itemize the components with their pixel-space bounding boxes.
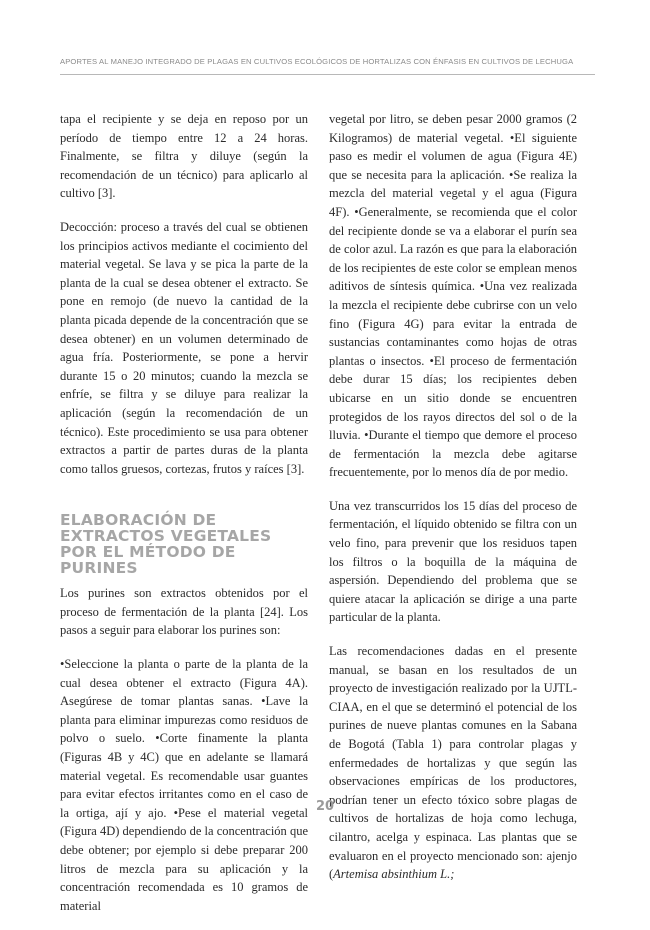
- species-name: Artemisa absinthium L.;: [333, 867, 455, 882]
- header-divider: [60, 74, 595, 75]
- paragraph-infusion-end: tapa el recipiente y se deja en reposo por un período de tiempo entre 12 a 24 horas. Finalmente, se filtra y diluye (según la recomendación de un técnico) para aplicarlo al cultivo [3].: [60, 112, 308, 201]
- running-header: APORTES AL MANEJO INTEGRADO DE PLAGAS EN CULTIVOS ECOLÓGICOS DE HORTALIZAS CON ÉNFASIS EN CULTIVOS DE LECHUGA: [60, 57, 574, 66]
- section-title: ELABORACIÓN DE EXTRACTOS VEGETALES POR EL MÉTODO DE PURINES: [60, 511, 272, 578]
- paragraph-steps-continued: vegetal por litro, se deben pesar 2000 gramos (2 Kilogramos) de material vegetal. •El siguiente paso es medir el volumen de agua (Figura 4E) que se necesita para la aplicación. •Se realiza la mezcla del material vegetal y el agua (Figura 4F). •Generalmente, se recomienda que el color del recipiente donde se va a elaborar el purín sea de color azul. La razón es que para la elaboración de los recipientes de este color se emplean menos aditivos de síntesis química. •Una vez realizada la mezcla el recipiente debe cubrirse con un velo fino (Figura 4G) para evitar la entrada de sustancias contaminantes como hojas de otras plantas o insectos. •El proceso de fermentación debe durar 15 días; los recipientes deben ubicarse en un sitio donde se encuentren protegidos de los rayos directos del sol o de la lluvia. •Durante el tiempo que demore el proceso de fermentación la mezcla debe agitarse frecuentemente, por lo menos día de por medio.: [329, 112, 577, 480]
- paragraph-decoction: Decocción: proceso a través del cual se obtienen los principios activos mediante el cocimiento del material vegetal. Se lava y se pica la parte de la planta de la cual se desea obtener el extracto. Se pone en remojo (de nuevo la cantidad de la planta picada depende de la concentración que se desea obtener) en un volumen determinado de agua fría. Posteriormente, se pone a hervir durante 15 o 20 minutos; cuando la mezcla se enfríe, se filtra y se diluye para realizar la aplicación (según la recomendación de un técnico). Este procedimiento se usa para obtener extractos a partir de partes duras de la planta como tallos gruesos, cortezas, frutos y raíces [3].: [60, 219, 308, 476]
- paragraph-purines-steps: •Seleccione la planta o parte de la planta de la cual desea obtener el extracto (Figura 4A). Asegúrese de tomar plantas sanas. •Lave la planta para eliminar impurezas como residuos de polvo o suelo. •Corte finamente la planta (Figuras 4B y 4C) que en adelante se llamará material vegetal. Es recomendable usar guantes para evitar efectos irritantes como en el caso de la ortiga, ají y ajo. •Pese el material vegetal (Figura 4D) dependiendo de la concentración que debe obtener; por ejemplo si debe preparar 200 litros de mezcla para su aplicación y la concentración recomendada es 10 gramos de material: [60, 657, 308, 913]
- paragraph-purines-intro: Los purines son extractos obtenidos por el proceso de fermentación de la planta [24]. Los pasos a seguir para elaborar los purines son:: [60, 586, 308, 638]
- recommendations-text: Las recomendaciones dadas en el presente manual, se basan en los resultados de un proyecto de investigación realizado por la UJTL-CIAA, en el que se determinó el potencial de los purines de nueve plantas comunes en la Sabana de Bogotá (Tabla 1) para controlar plagas y enfermedades de hortalizas y que según las observaciones empíricas de los productores, podrían tener un efecto tóxico sobre plagas de cultivos de hortalizas de hoja como lechuga, cilantro, acelga y espinaca. Las plantas que se evaluaron en el proyecto mencionado son: ajenjo (: [329, 644, 577, 882]
- paragraph-recommendations: [329, 642, 577, 884]
- paragraph-filtering: Una vez transcurridos los 15 días del proceso de fermentación, el líquido obtenido se filtra con un velo fino, para prevenir que los residuos tapen los filtros o la boquilla de la máquina de aspersión. Dependiendo del problema que se quiere atacar la aplicación se dirige a una parte particular de la planta.: [329, 498, 577, 625]
- right-column: [329, 110, 577, 899]
- page-number: 20: [315, 799, 335, 814]
